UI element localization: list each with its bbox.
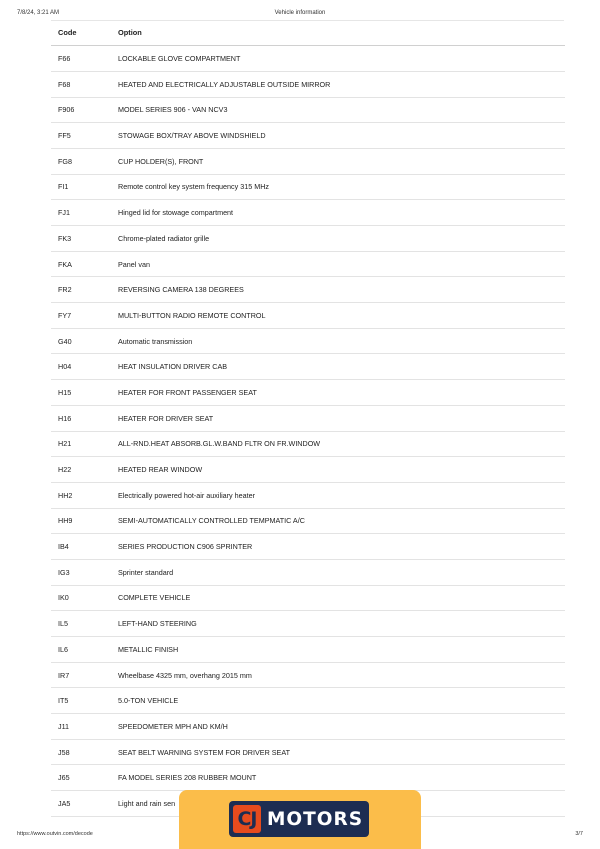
option-code: F66 [51, 46, 111, 72]
option-code: HH9 [51, 508, 111, 534]
option-description: LEFT-HAND STEERING [111, 611, 565, 637]
option-description: Wheelbase 4325 mm, overhang 2015 mm [111, 662, 565, 688]
code-column-header: Code [51, 20, 111, 46]
option-description: Panel van [111, 251, 565, 277]
option-description: Light and rain sen [111, 791, 565, 817]
option-description: SEAT BELT WARNING SYSTEM FOR DRIVER SEAT [111, 739, 565, 765]
option-code: IB4 [51, 534, 111, 560]
option-code: IL6 [51, 637, 111, 663]
table-row [51, 46, 565, 72]
option-description: HEATER FOR FRONT PASSENGER SEAT [111, 380, 565, 406]
option-code: H22 [51, 457, 111, 483]
table-row [51, 97, 565, 123]
table-row [51, 123, 565, 149]
option-code: FF5 [51, 123, 111, 149]
table-row [51, 277, 565, 303]
table-row [51, 251, 565, 277]
option-column-header: Option [111, 20, 565, 46]
table-row [51, 765, 565, 791]
option-description: STOWAGE BOX/TRAY ABOVE WINDSHIELD [111, 123, 565, 149]
option-code: FR2 [51, 277, 111, 303]
table-row [51, 380, 565, 406]
option-description: Hinged lid for stowage compartment [111, 200, 565, 226]
option-description: Remote control key system frequency 315 MHz [111, 174, 565, 200]
table-row [51, 200, 565, 226]
option-description: HEATER FOR DRIVER SEAT [111, 405, 565, 431]
table-row [51, 714, 565, 740]
option-code: JA5 [51, 791, 111, 817]
table-row [51, 585, 565, 611]
options-table-body [51, 46, 565, 817]
table-row [51, 457, 565, 483]
brand-name: MOTORS [267, 808, 364, 830]
option-description: CUP HOLDER(S), FRONT [111, 148, 565, 174]
option-description: SEMI-AUTOMATICALLY CONTROLLED TEMPMATIC A/C [111, 508, 565, 534]
logo-text: CJ [237, 808, 257, 830]
table-row [51, 482, 565, 508]
option-code: H15 [51, 380, 111, 406]
option-code: F68 [51, 71, 111, 97]
print-date: 7/8/24, 3:21 AM [17, 10, 60, 16]
table-row [51, 71, 565, 97]
option-description: MULTI-BUTTON RADIO REMOTE CONTROL [111, 303, 565, 329]
option-description: Sprinter standard [111, 559, 565, 585]
option-code: FKA [51, 251, 111, 277]
option-code: J11 [51, 714, 111, 740]
option-code: FI1 [51, 174, 111, 200]
option-code: IG3 [51, 559, 111, 585]
option-description: LOCKABLE GLOVE COMPARTMENT [111, 46, 565, 72]
brand-badge [229, 801, 369, 837]
option-code: FJ1 [51, 200, 111, 226]
table-row [51, 611, 565, 637]
option-code: IK0 [51, 585, 111, 611]
option-description: 5.0-TON VEHICLE [111, 688, 565, 714]
option-code: H16 [51, 405, 111, 431]
option-description: COMPLETE VEHICLE [111, 585, 565, 611]
table-row [51, 226, 565, 252]
option-description: METALLIC FINISH [111, 637, 565, 663]
option-code: IL5 [51, 611, 111, 637]
table-row [51, 405, 565, 431]
table-row [51, 148, 565, 174]
page-title: Vehicle information [274, 10, 326, 16]
option-code: HH2 [51, 482, 111, 508]
option-description: Automatic transmission [111, 328, 565, 354]
table-row [51, 559, 565, 585]
option-code: IT5 [51, 688, 111, 714]
table-row [51, 328, 565, 354]
option-code: F906 [51, 97, 111, 123]
table-row [51, 303, 565, 329]
table-row [51, 637, 565, 663]
table-row [51, 431, 565, 457]
option-description: HEATED AND ELECTRICALLY ADJUSTABLE OUTSIDE MIRROR [111, 71, 565, 97]
table-row [51, 688, 565, 714]
table-header-row [51, 20, 565, 46]
footer-url: https://www.outvin.com/decode [17, 831, 93, 837]
option-description: HEATED REAR WINDOW [111, 457, 565, 483]
option-code: J58 [51, 739, 111, 765]
table-row [51, 174, 565, 200]
option-description: HEAT INSULATION DRIVER CAB [111, 354, 565, 380]
promo-banner[interactable] [179, 790, 421, 849]
cj-logo-icon [233, 805, 261, 833]
option-code: H21 [51, 431, 111, 457]
option-code: IR7 [51, 662, 111, 688]
option-code: FK3 [51, 226, 111, 252]
table-row [51, 662, 565, 688]
option-description: REVERSING CAMERA 138 DEGREES [111, 277, 565, 303]
option-code: J65 [51, 765, 111, 791]
table-row [51, 739, 565, 765]
option-description: ALL-RND.HEAT ABSORB.GL.W.BAND FLTR ON FR.WINDOW [111, 431, 565, 457]
page-number: 3/7 [575, 831, 583, 837]
option-code: FY7 [51, 303, 111, 329]
options-table [51, 20, 565, 817]
table-row [51, 534, 565, 560]
option-code: H04 [51, 354, 111, 380]
option-description: Electrically powered hot-air auxiliary heater [111, 482, 565, 508]
option-code: G40 [51, 328, 111, 354]
option-description: SERIES PRODUCTION C906 SPRINTER [111, 534, 565, 560]
option-description: FA MODEL SERIES 208 RUBBER MOUNT [111, 765, 565, 791]
option-description: Chrome-plated radiator grille [111, 226, 565, 252]
table-row [51, 508, 565, 534]
option-description: SPEEDOMETER MPH AND KM/H [111, 714, 565, 740]
table-row [51, 354, 565, 380]
option-code: FG8 [51, 148, 111, 174]
option-description: MODEL SERIES 906 - VAN NCV3 [111, 97, 565, 123]
